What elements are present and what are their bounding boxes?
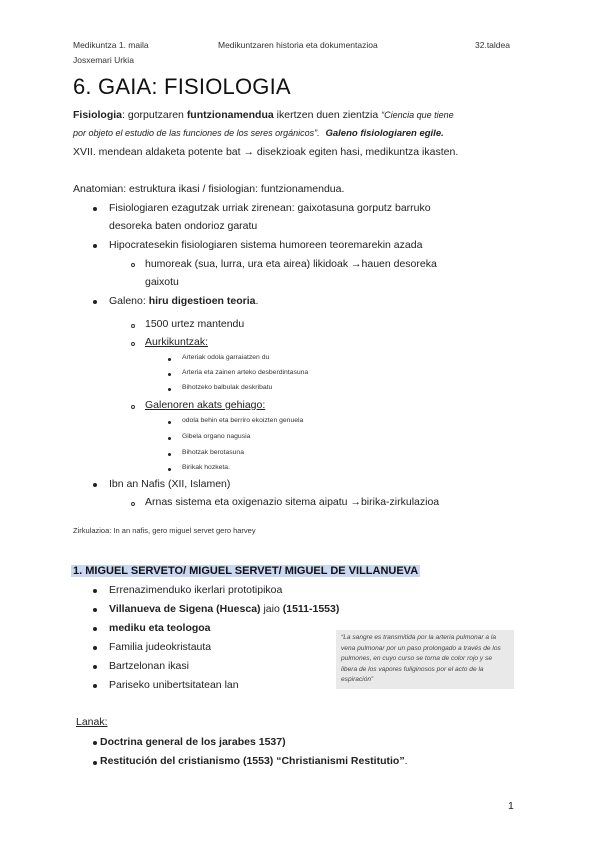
bullet-3	[109, 295, 258, 307]
intro-term: Fisiologia	[73, 109, 123, 121]
zirkulazioa-note: Zirkulazioa: In an nafis, gero miguel servet gero harvey	[73, 526, 256, 535]
section-1-heading-text: 1. MIGUEL SERVETO/ MIGUEL SERVET/ MIGUEL DE VILLANUEVA	[73, 565, 419, 577]
header-subject: Medikuntzaren historia eta dokumentazioa	[218, 40, 378, 50]
bullet-dot	[93, 761, 97, 765]
page-number: 1	[508, 800, 514, 812]
aurkikuntza-item: Arteriak odola garraiatzen du	[182, 354, 270, 361]
bullet-dot	[93, 300, 97, 304]
bullet-2-sub-line-2: gaixotu	[145, 276, 179, 288]
intro-text-2: funtzionamendua	[186, 109, 274, 121]
lanak-label: Lanak:	[76, 716, 108, 728]
intro-line-3: XVII. mendean aldaketa potente bat → disekzioak egiten hasi, medikuntza ikasten.	[73, 146, 459, 158]
birthplace: Villanueva de Sigena (Huesca)	[109, 603, 261, 615]
section-1-item: Errenazimenduko ikerlari prototipikoa	[109, 584, 283, 596]
bullet-dot	[93, 741, 97, 745]
sub-bullet-circle	[131, 342, 135, 346]
section-1-heading	[71, 561, 420, 579]
anatomia-line: Anatomian: estruktura ikasi / fisiologian: funtzionamendua.	[73, 183, 345, 195]
sub-bullet-circle	[131, 324, 135, 328]
bullet-3-text-b: hiru digestioen teoria	[148, 295, 256, 307]
sub-bullet-circle	[131, 263, 135, 267]
bullet-dot	[93, 627, 97, 631]
tiny-bullet	[168, 373, 171, 376]
work-1: Doctrina general de los jarabes 1537)	[100, 736, 286, 748]
bullet-dot	[93, 244, 97, 248]
bullet-3-sub-1: 1500 urtez mantendu	[145, 318, 245, 330]
header-author: Josxemari Urkia	[73, 55, 134, 65]
bullet-2-sub-line-1: humoreak (sua, lurra, ura eta airea) likidoak →hauen desoreka	[145, 258, 437, 270]
section-1-item: Bartzelonan ikasi	[109, 660, 189, 672]
section-1-item	[109, 603, 339, 615]
tiny-bullet	[168, 468, 171, 471]
bullet-1-line-2: desoreka baten ondorioz garatu	[109, 220, 258, 232]
sub-bullet-circle	[131, 405, 135, 409]
akats-item: Bihotzak berotasuna	[182, 449, 244, 456]
intro-text-1: : gorputzaren	[122, 109, 187, 121]
intro-line-1	[73, 109, 454, 121]
bullet-dot	[93, 608, 97, 612]
aurkikuntza-item: Bihotzeko balbulak deskribatu	[182, 384, 273, 391]
work-2	[100, 755, 408, 767]
intro-line-2	[73, 127, 444, 139]
header-group: 32.taldea	[475, 40, 510, 50]
bullet-dot	[93, 665, 97, 669]
section-1-item: Pariseko unibertsitatean lan	[109, 679, 239, 691]
sub-bullet-circle	[131, 502, 135, 506]
bullet-3-text-a: Galeno:	[109, 295, 149, 307]
work-2-title: Restitución del cristianismo (1553) “Christianismi Restitutio”	[100, 755, 405, 767]
intro-quote-b: por objeto el estudio de las funciones de los seres orgánicos”.	[73, 128, 320, 138]
tiny-bullet	[168, 453, 171, 456]
bullet-1-line-1: Fisiologiaren ezagutzak urriak zirenean: gaixotasuna gorputz barruko	[109, 202, 431, 214]
aurkikuntza-item: Arteria eta zainen arteko desberdintasuna	[182, 369, 309, 376]
tiny-bullet	[168, 358, 171, 361]
akats-item: Gibela organo nagusia	[182, 433, 251, 440]
akats-item: odola behin eta berriro ekoizten genuela	[182, 417, 304, 424]
tiny-bullet	[168, 388, 171, 391]
bullet-dot	[93, 483, 97, 487]
intro-galeno: Galeno fisiologiaren egile.	[325, 128, 444, 139]
bullet-dot	[93, 207, 97, 211]
bullet-dot	[93, 646, 97, 650]
bullet-3-sub-2: Aurkikuntzak:	[145, 336, 209, 348]
tiny-bullet	[168, 437, 171, 440]
header-course: Medikuntza 1. maila	[73, 40, 149, 50]
birth-text: jaio	[260, 603, 283, 615]
page-title: 6. GAIA: FISIOLOGIA	[73, 74, 291, 99]
intro-text-3: ikertzen duen zientzia	[273, 109, 382, 121]
bullet-3-text-c: .	[255, 295, 259, 307]
bullet-dot	[93, 684, 97, 688]
bullet-4: Ibn an Nafis (XII, Islamen)	[109, 478, 231, 490]
bullet-3-sub-3: Galenoren akats gehiago:	[145, 399, 266, 411]
akats-item: Birikak hozketa.	[182, 464, 230, 471]
birth-years: (1511-1553)	[282, 603, 340, 615]
bullet-dot	[93, 589, 97, 593]
work-2-end: .	[404, 755, 408, 767]
tiny-bullet	[168, 421, 171, 424]
servet-quote-image: “La sangre es transmitida por la arteria pulmonar a la vena pulmonar por un paso prolongado a través de los pulmones, en cuyo curso se torna de color rojo y se libera de los vapores fuliginosos por el acto de la espiración”	[336, 630, 514, 689]
section-1-item: Familia judeokristauta	[109, 641, 212, 653]
bullet-2: Hipocratesekin fisiologiaren sistema humoreen teoremarekin azada	[109, 239, 423, 251]
intro-quote-a: “Ciencia que tiene	[381, 110, 454, 120]
bullet-4-sub: Arnas sistema eta oxigenazio sitema aipatu →birika-zirkulazioa	[145, 496, 440, 508]
section-1-item: mediku eta teologoa	[109, 622, 211, 634]
